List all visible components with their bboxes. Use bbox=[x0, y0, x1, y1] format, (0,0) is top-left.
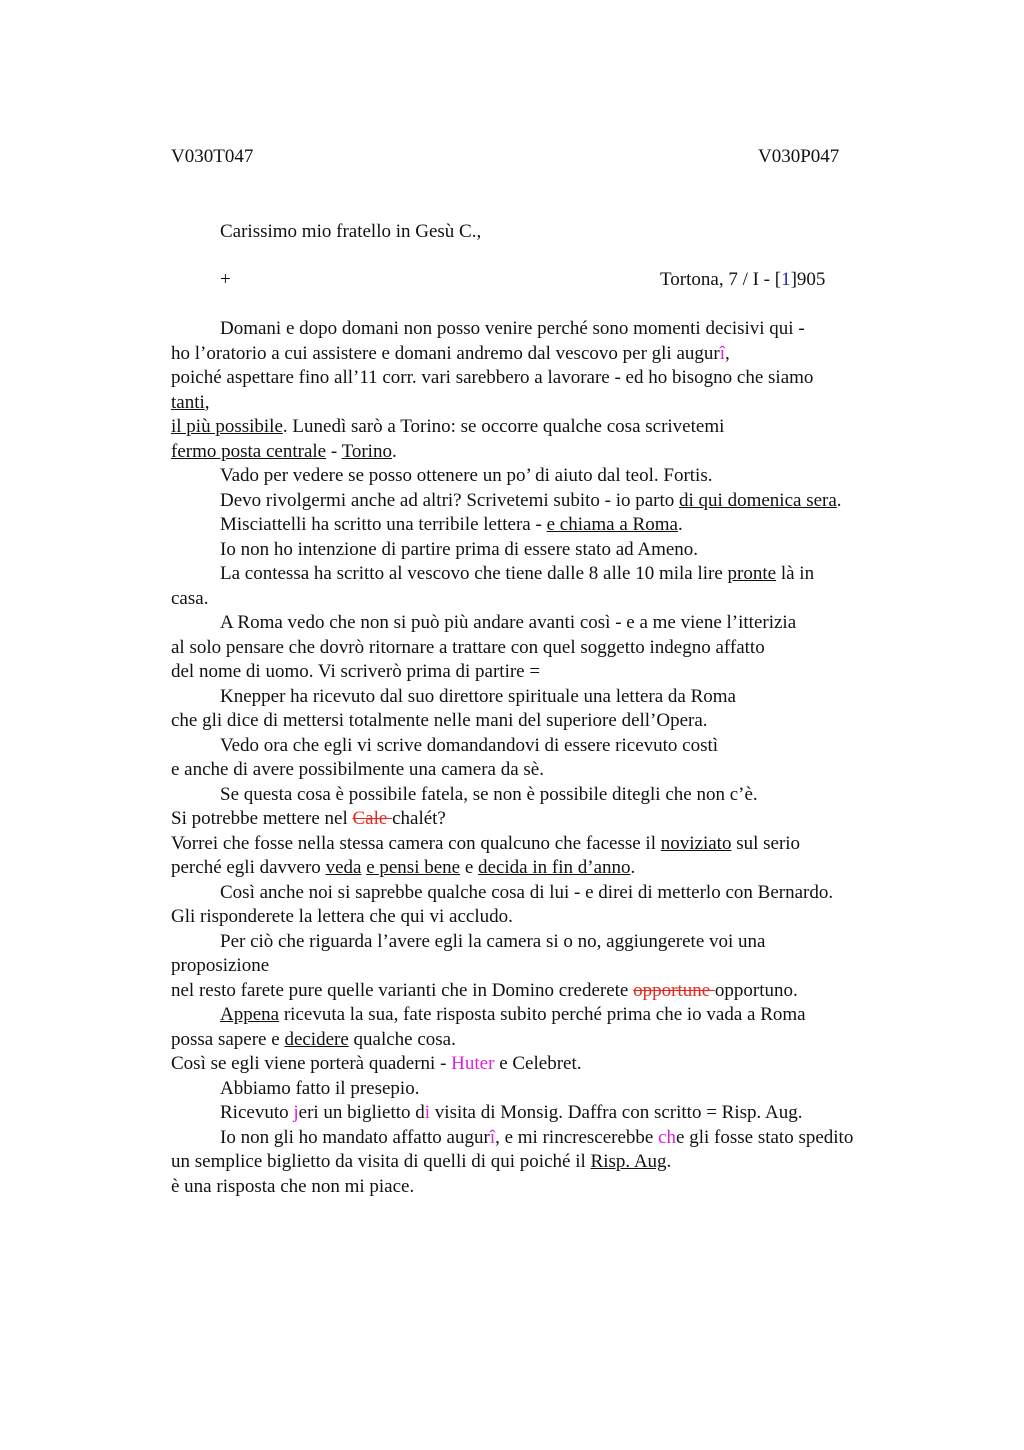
text-line: Per ciò che riguarda l’avere egli la camera si o no, aggiungerete voi una bbox=[220, 930, 766, 952]
text-segment: . bbox=[391, 440, 397, 462]
deleted-text: opportune bbox=[633, 979, 715, 1001]
editorial-mark: î bbox=[489, 1126, 496, 1148]
text-segment: perché egli davvero bbox=[171, 857, 326, 878]
underlined-text: fermo posta centrale bbox=[171, 440, 327, 462]
text-line bbox=[171, 489, 931, 514]
text-segment: Misciattelli ha scritto una terribile lettera - bbox=[220, 514, 547, 535]
dateline bbox=[660, 269, 825, 291]
text-line bbox=[171, 832, 931, 857]
editorial-mark: j bbox=[293, 1102, 299, 1123]
text-line: Abbiamo fatto il presepio. bbox=[220, 1077, 420, 1099]
text-segment: Vorrei che fosse nella stessa camera con qualcuno che facesse il bbox=[171, 832, 661, 854]
text-line: è una risposta che non mi piace. bbox=[171, 1175, 415, 1197]
text-line: Knepper ha ricevuto dal suo direttore spirituale una lettera da Roma bbox=[220, 685, 736, 707]
text-line bbox=[171, 342, 931, 367]
underlined-text: Appena bbox=[220, 1004, 280, 1025]
text-segment: - bbox=[326, 440, 342, 462]
editorial-mark: i bbox=[424, 1102, 431, 1123]
text-segment: nel resto farete pure quelle varianti che in Domino crederete bbox=[171, 979, 634, 1001]
document-code-left: V030T047 bbox=[171, 146, 254, 167]
dateline-suffix: ]905 bbox=[790, 269, 826, 290]
text-line: Se questa cosa è possibile fatela, se non è possibile ditegli che non c’è. bbox=[220, 783, 758, 805]
underlined-text: e pensi bene bbox=[366, 857, 461, 878]
text-line: Vado per vedere se posso ottenere un po’ di aiuto dal teol. Fortis. bbox=[220, 465, 713, 486]
text-segment: Ricevuto bbox=[220, 1102, 294, 1123]
text-line bbox=[171, 440, 931, 465]
text-line: Vedo ora che egli vi scrive domandandovi di essere ricevuto costì bbox=[220, 734, 719, 756]
underlined-text: decida in fin d’anno bbox=[478, 857, 631, 878]
underlined-text: Torino bbox=[341, 440, 392, 462]
text-line: Gli risponderete la lettera che qui vi accludo. bbox=[171, 906, 513, 927]
text-segment: chalét? bbox=[392, 808, 446, 829]
text-line: Io non ho intenzione di partire prima di essere stato ad Ameno. bbox=[220, 538, 699, 560]
text-segment: Così se egli viene porterà quaderni - bbox=[171, 1053, 452, 1074]
document-code-right: V030P047 bbox=[758, 146, 840, 167]
text-segment: possa sapere e bbox=[171, 1028, 285, 1050]
text-segment: visita di Monsig. Daffra con scritto = Risp. Aug. bbox=[430, 1102, 803, 1123]
underlined-text: decidere bbox=[284, 1028, 349, 1050]
text-line: Così anche noi si saprebbe qualche cosa di lui - e direi di metterlo con Bernardo. bbox=[220, 881, 834, 903]
letter-body bbox=[171, 317, 931, 1199]
text-segment: eri un biglietto d bbox=[298, 1102, 425, 1123]
text-segment: opportuno. bbox=[714, 979, 798, 1001]
text-segment: . bbox=[677, 514, 683, 535]
editorial-mark: Huter bbox=[451, 1053, 495, 1074]
text-line bbox=[171, 1126, 931, 1151]
salutation: Carissimo mio fratello in Gesù C., bbox=[220, 221, 482, 242]
text-segment: La contessa ha scritto al vescovo che tiene dalle 8 alle 10 mila lire bbox=[220, 563, 728, 584]
underlined-text: e chiama a Roma bbox=[546, 514, 678, 535]
text-segment: . bbox=[836, 489, 842, 511]
text-line bbox=[171, 1052, 931, 1077]
text-segment: . Lunedì sarò a Torino: se occorre qualche cosa scrivetemi bbox=[282, 416, 725, 437]
text-line bbox=[171, 1150, 931, 1175]
text-segment: Si potrebbe mettere nel bbox=[171, 808, 353, 829]
underlined-text: veda bbox=[325, 857, 362, 878]
text-segment: , bbox=[204, 391, 210, 413]
underlined-text: Risp. Aug bbox=[590, 1151, 667, 1172]
text-line: e anche di avere possibilmente una camera da sè. bbox=[171, 759, 544, 780]
text-line: al solo pensare che dovrò ritornare a trattare con quel soggetto indegno affatto bbox=[171, 636, 765, 658]
text-segment: ho l’oratorio a cui assistere e domani andremo dal vescovo per gli augur bbox=[171, 342, 720, 364]
text-line bbox=[171, 856, 931, 881]
text-segment: . bbox=[666, 1151, 672, 1172]
text-line bbox=[171, 1101, 931, 1126]
text-line bbox=[171, 1028, 931, 1053]
underlined-text: il più possibile bbox=[171, 416, 283, 437]
text-line bbox=[171, 415, 931, 440]
text-segment: ricevuta la sua, fate risposta subito perché prima che io vada a Roma bbox=[279, 1004, 806, 1025]
text-segment: là in bbox=[776, 563, 815, 584]
underlined-text: noviziato bbox=[660, 832, 732, 854]
text-segment: , e mi rincrescerebbe bbox=[495, 1126, 659, 1148]
text-segment: e Celebret. bbox=[494, 1053, 582, 1074]
text-line bbox=[171, 1003, 931, 1028]
deleted-text: Cale bbox=[352, 808, 393, 829]
text-line: A Roma vedo che non si può più andare avanti così - e a me viene l’itterizia bbox=[220, 612, 797, 633]
dateline-prefix: Tortona, 7 / I - [ bbox=[660, 269, 782, 290]
text-line: poiché aspettare fino all’11 corr. vari sarebbero a lavorare - ed ho bisogno che siamo bbox=[171, 367, 814, 388]
underlined-text: di qui domenica sera bbox=[679, 489, 837, 511]
text-segment: sul serio bbox=[731, 832, 801, 854]
text-segment: e gli fosse stato spedito bbox=[676, 1126, 854, 1148]
cross-mark: + bbox=[220, 269, 231, 290]
text-segment: . bbox=[630, 857, 636, 878]
text-segment: un semplice biglietto da visita di quelli di qui poiché il bbox=[171, 1151, 591, 1172]
text-segment: Io non gli ho mandato affatto augur bbox=[220, 1126, 490, 1148]
editorial-mark: ch bbox=[658, 1126, 677, 1148]
text-line bbox=[171, 513, 931, 538]
text-line: che gli dice di mettersi totalmente nelle mani del superiore dell’Opera. bbox=[171, 710, 708, 731]
text-segment: qualche cosa. bbox=[348, 1028, 456, 1050]
text-line bbox=[171, 807, 931, 832]
text-line: proposizione bbox=[171, 955, 270, 976]
text-line bbox=[171, 391, 931, 416]
underlined-text: pronte bbox=[727, 563, 777, 584]
text-segment: Devo rivolgermi anche ad altri? Scrivetemi subito - io parto bbox=[220, 489, 680, 511]
text-line: Domani e dopo domani non posso venire perché sono momenti decisivi qui - bbox=[220, 318, 805, 339]
text-segment: , bbox=[725, 342, 730, 364]
text-segment: e bbox=[460, 857, 479, 878]
text-line bbox=[171, 979, 931, 1004]
text-line: del nome di uomo. Vi scriverò prima di partire = bbox=[171, 661, 541, 682]
dateline-editorial-digit: 1 bbox=[781, 269, 791, 290]
editorial-mark: î bbox=[719, 342, 725, 364]
underlined-text: tanti bbox=[171, 391, 205, 413]
text-line: casa. bbox=[171, 587, 209, 609]
text-line bbox=[171, 562, 931, 587]
